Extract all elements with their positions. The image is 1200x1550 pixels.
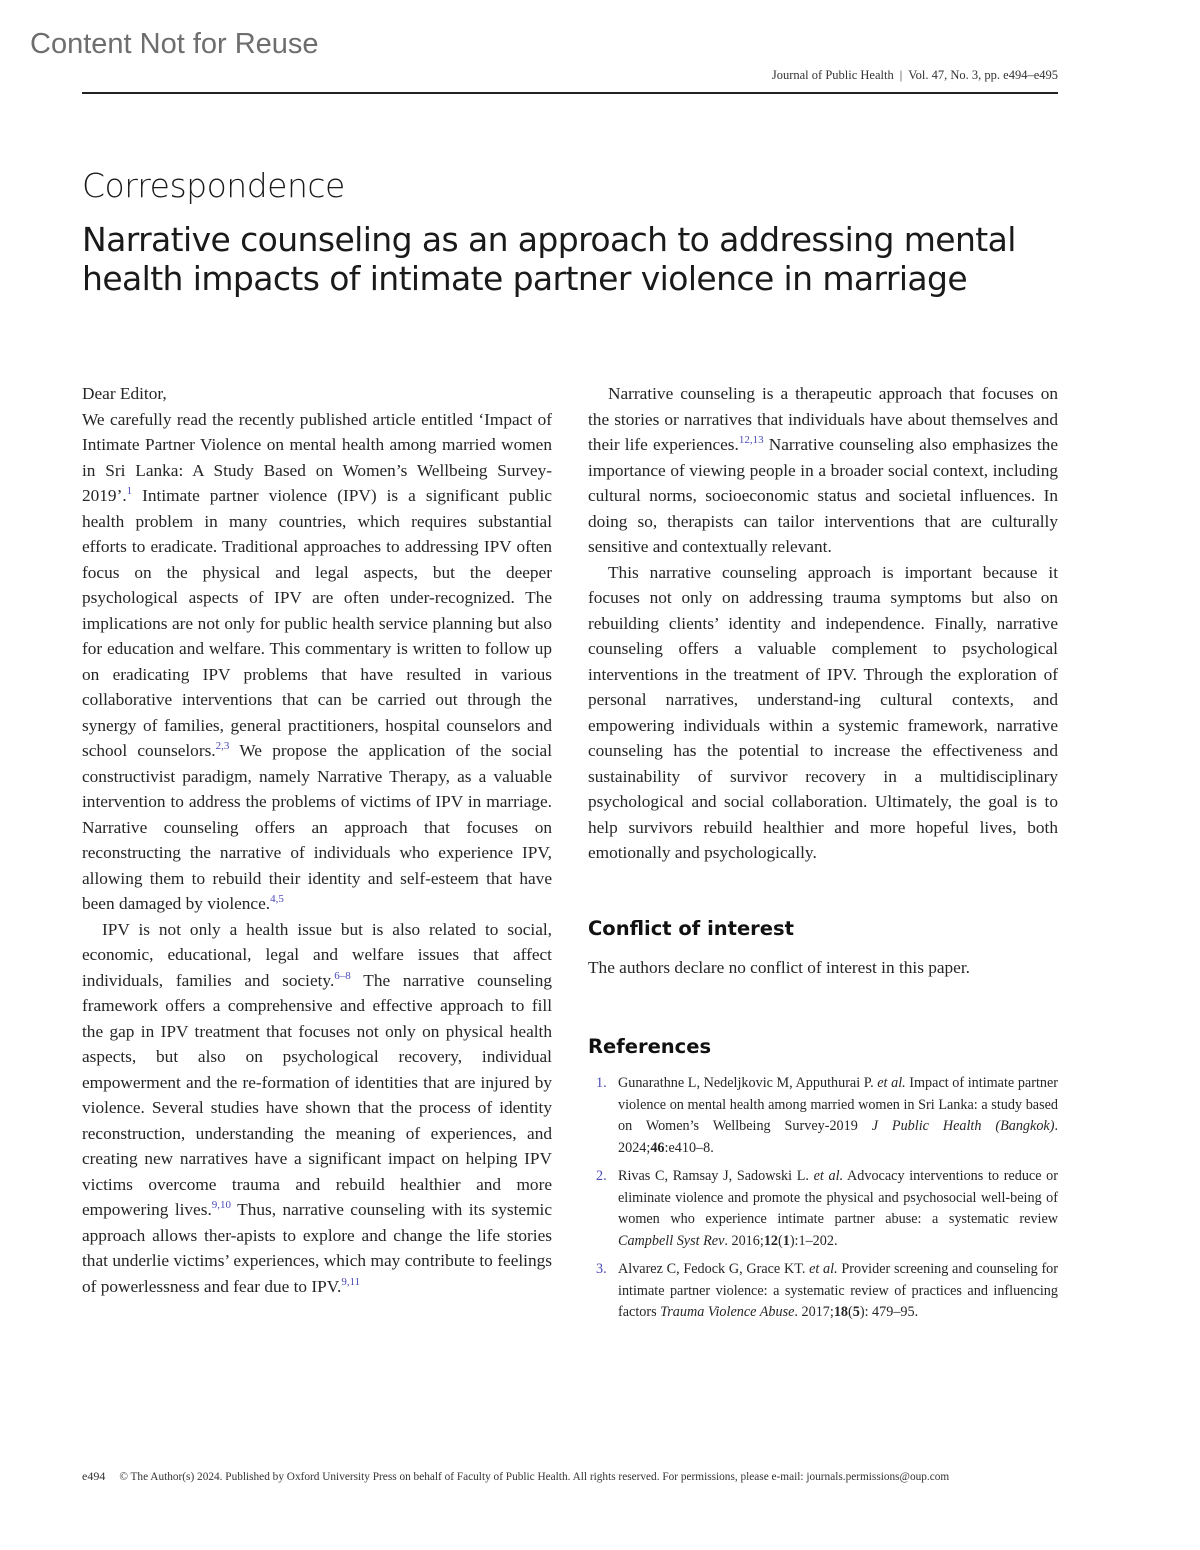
reference-item [588,1073,1058,1159]
reference-year: . 2016; [724,1232,764,1249]
citation-link[interactable]: 9,11 [341,1275,361,1288]
article-title: Narrative counseling as an approach to addressing mental health impacts of intimate partner violence in marriage [82,220,1016,298]
paragraph-text: We propose the application of the social constructivist paradigm, namely Narrative Therapy, as a valuable intervention to address the problems of victims of IPV in marriage. Narrative counseling offers an approach that focuses on reconstructing the narrative of individuals who experience IPV, allowing them to rebuild their identity and self-esteem that have been damaged by violence. [82,741,552,913]
reference-paren: ( [778,1232,783,1249]
reference-item [588,1259,1058,1324]
page-number: e494 [82,1469,106,1483]
paragraph-text: IPV is not only a health issue but is also related to social, economic, educational, legal and welfare issues that affect individuals, families and society. [82,919,552,990]
reference-journal: Trauma Violence Abuse [660,1304,795,1320]
reference-list [588,1073,1058,1324]
copyright-notice: © The Author(s) 2024. Published by Oxford University Press on behalf of Faculty of Public Health. All rights reserved. For permissions, please e-mail: journals.permissions@oup.com [119,1471,950,1483]
body-paragraph-3 [588,381,1058,560]
reference-etal: et al. [877,1075,906,1091]
header-rule [82,92,1058,94]
left-column [82,381,552,1299]
citation-link[interactable]: 4,5 [270,893,284,905]
paragraph-text: Narrative counseling also emphasizes the importance of viewing people in a broader social context, including cultural norms, socioeconomic status and societal influences. In doing so, therapists can tailor interventions that are culturally sensitive and contextually relevant. [588,435,1058,556]
citation-link[interactable]: 2,3 [215,740,230,752]
reference-journal: Campbell Syst Rev [618,1232,725,1249]
reference-title: Advocacy interventions to reduce or eliminate violence and promote the physical and psychosocial well-being of women who experience intimate partner abuse: a systematic review [618,1168,1059,1227]
body-paragraph-4: This narrative counseling approach is important because it focuses not only on addressing trauma symptoms but also on rebuilding clients’ identity and independence. Finally, narrative counseling offers a valuable complement to psychological interventions in the treatment of IPV. Through the exploration of personal narratives, understand-ing cultural contexts, and empowering individuals within a systemic framework, narrative counseling has the potential to increase the effectiveness and sustainability of survivor recovery in a multidisciplinary psychological and social collaboration. Ultimately, the goal is to help survivors rebuild healthier and more hopeful lives, both emotionally and psychologically. [588,562,1058,862]
citation-link[interactable]: 9,10 [211,1199,232,1211]
reference-year: . 2017; [794,1304,834,1320]
journal-name: Journal of Public Health [771,68,894,82]
volume-citation: Vol. 47, No. 3, pp. e494–e495 [908,68,1058,82]
citation-link[interactable]: 12,13 [738,434,764,446]
reference-pages: ): 479–95. [859,1304,919,1320]
reference-number[interactable]: 3. [596,1261,607,1277]
salutation: Dear Editor, [82,384,167,403]
page-footer [82,1469,1062,1484]
reference-number[interactable]: 2. [596,1168,607,1184]
reference-pages: :e410–8. [664,1139,714,1156]
reference-year: . 2024; [618,1118,1058,1156]
reference-pages: ):1–202. [789,1232,838,1249]
reference-etal: et al. [809,1261,838,1277]
reference-journal: J Public Health (Bangkok) [871,1118,1055,1134]
body-paragraph-2 [82,917,552,1300]
reference-paren: ( [848,1304,853,1320]
conflict-of-interest-text: The authors declare no conflict of interest in this paper. [588,958,970,977]
reference-volume: 12 [763,1232,778,1249]
citation-link[interactable]: 1 [126,485,133,497]
references-heading: References [588,1034,712,1058]
reference-authors: Rivas C, Ramsay J, Sadowski L. [618,1168,814,1184]
running-head-separator: | [899,68,903,82]
paragraph-text: The narrative counseling framework offers a comprehensive and effective approach to fill the gap in IPV treatment that focuses not only on physical health aspects, but also on psychological recovery, individual empowerment and the re-formation of identities that are injured by violence. Several studies have shown that the process of identity reconstruction, understanding the meaning of experiences, and creating new narratives have a significant impact on helping IPV victims overcome trauma and rebuild healthier and more empowering lives. [82,970,552,1219]
paragraph-text: Intimate partner violence (IPV) is a significant public health problem in many countries, which requires substantial efforts to eradicate. Traditional approaches to addressing IPV often focus on the physical and legal aspects, but the deeper psychological aspects of IPV are often under-recognized. The implications are not only for public health service planning but also for education and welfare. This commentary is written to follow up on eradicating IPV problems that have resulted in various collaborative interventions that can be carried out through the synergy of families, general practitioners, hospital counselors and school counselors. [82,486,552,760]
paragraph-text: Thus, narrative counseling with its systemic approach allows ther-apists to explore and change the life stories that underlie victims’ experiences, which may contribute to feelings of powerlessness and fear due to IPV. [82,1200,552,1296]
reference-etal: et al. [813,1168,844,1184]
reference-volume: 46 [650,1139,665,1156]
watermark: Content Not for Reuse [30,28,319,60]
reference-number[interactable]: 1. [596,1075,607,1091]
reference-title: Impact of intimate partner violence on mental health among married women in Sri Lanka: a study based on Women’s Wellbeing Survey-2019 [618,1075,1058,1134]
reference-authors: Alvarez C, Fedock G, Grace KT. [618,1261,810,1277]
reference-title: Provider screening and counseling for intimate partner violence: a systematic review of practices and influencing factors [618,1261,1059,1320]
body-paragraph-1 [82,407,552,917]
reference-item [588,1166,1058,1252]
reference-issue: 1 [782,1232,790,1249]
paragraph-text: We carefully read the recently published article entitled ‘Impact of Intimate Partner Violence on mental health among married women in Sri Lanka: A Study Based on Women’s Wellbeing Survey-2019’. [82,409,552,505]
reference-issue: 5 [852,1304,860,1320]
reference-volume: 18 [833,1304,849,1320]
running-head [772,68,1058,83]
reference-authors: Gunarathne L, Nedeljkovic M, Apputhurai P. [618,1075,878,1091]
conflict-of-interest-heading: Conflict of interest [588,916,794,940]
paragraph-text: Narrative counseling is a therapeutic approach that focuses on the stories or narratives that individuals have about themselves and their life experiences. [588,384,1058,454]
citation-link[interactable]: 6–8 [334,969,351,982]
section-label: Correspondence [82,166,345,205]
right-column [588,381,1058,1331]
